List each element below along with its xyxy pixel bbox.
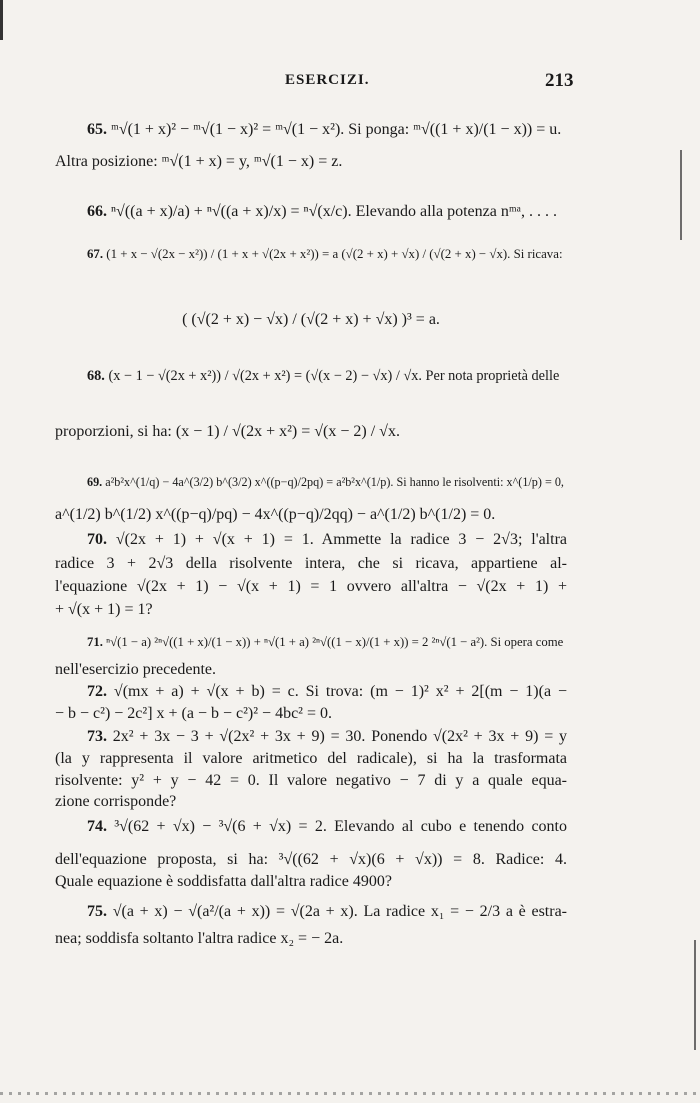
line-text: (la y rappresenta il valore aritmetico del radicale), si ha la trasformata	[55, 750, 567, 767]
text-line	[55, 422, 567, 442]
line-text: 2x² + 3x − 3 + √(2x² + 3x + 9) = 30. Ponendo √(2x² + 3x + 9) = y	[112, 728, 568, 745]
line-text: radice 3 + 2√3 della risolvente intera, che si ricava, appartiene al-	[55, 555, 567, 572]
text-line	[55, 310, 567, 330]
text-line	[55, 120, 567, 140]
text-line	[55, 792, 567, 812]
line-text: (x − 1 − √(2x + x²)) / √(2x + x²) = (√(x − 2) − √x) / √x. Per nota proprietà delle	[108, 368, 560, 384]
exercise-number: 68.	[87, 368, 105, 384]
text-line	[55, 530, 567, 550]
exercise-number: 67.	[87, 247, 104, 261]
text-line	[55, 366, 567, 386]
line-text: nea; soddisfa soltanto l'altra radice x₂ = − 2a.	[55, 930, 344, 947]
text-line	[55, 244, 567, 264]
text-line	[55, 577, 567, 597]
scan-bottom-noise	[0, 1092, 700, 1095]
text-line	[55, 872, 567, 892]
text-line	[55, 472, 567, 492]
line-text: Quale equazione è soddisfatta dall'altra radice 4900?	[55, 873, 392, 890]
text-line	[55, 202, 567, 222]
line-text: ⁿ√((a + x)/a) + ⁿ√((a + x)/x) = ⁿ√(x/c). Elevando alla potenza nᵐᵃ, . . . .	[111, 203, 558, 220]
text-line	[55, 682, 567, 702]
running-header: ESERCIZI.	[285, 72, 370, 88]
exercise-number: 74.	[87, 818, 107, 835]
scan-edge-mark	[694, 940, 696, 1050]
exercise-number: 69.	[87, 475, 103, 489]
exercise-number: 72.	[87, 683, 107, 700]
line-text: a^(1/2) b^(1/2) x^((p−q)/pq) − 4x^((p−q)/2qq) − a^(1/2) b^(1/2) = 0.	[55, 506, 496, 523]
exercise-number: 73.	[87, 728, 107, 745]
line-text: √(mx + a) + √(x + b) = c. Si trova: (m − 1)² x² + 2[(m − 1)(a −	[113, 683, 567, 700]
line-text: + √(x + 1) = 1?	[55, 601, 153, 618]
page-number: 213	[545, 70, 574, 91]
line-text: ⁿ√(1 − a) ²ⁿ√((1 + x)/(1 − x)) + ⁿ√(1 + a) ²ⁿ√((1 − x)/(1 + x)) = 2 ²ⁿ√(1 − a²). Si opera come	[106, 635, 564, 649]
text-line	[55, 817, 567, 837]
line-text: Altra posizione: ᵐ√(1 + x) = y, ᵐ√(1 − x) = z.	[55, 153, 343, 170]
exercise-number: 66.	[87, 203, 107, 220]
line-text: √(a + x) − √(a²/(a + x)) = √(2a + x). La radice x₁ = − 2/3 a è estra-	[112, 903, 568, 920]
exercise-number: 65.	[87, 121, 107, 138]
scan-edge-mark	[680, 150, 682, 240]
text-line	[55, 554, 567, 574]
text-line	[55, 929, 567, 949]
line-text: nell'esercizio precedente.	[55, 661, 217, 678]
text-line	[55, 749, 567, 769]
line-text: ( (√(2 + x) − √x) / (√(2 + x) + √x) )³ = a.	[182, 311, 440, 328]
line-text: proporzioni, si ha: (x − 1) / √(2x + x²) = √(x − 2) / √x.	[55, 423, 400, 440]
line-text: − b − c²) − 2c²] x + (a − b − c²)² − 4bc² = 0.	[55, 705, 332, 722]
line-text: (1 + x − √(2x − x²)) / (1 + x + √(2x + x²)) = a (√(2 + x) + √x) / (√(2 + x) − √x). Si ricava:	[106, 247, 563, 261]
text-line	[55, 600, 567, 620]
text-line	[55, 902, 567, 922]
scan-edge-mark	[0, 0, 3, 40]
line-text: dell'equazione proposta, si ha: ³√((62 + √x)(6 + √x)) = 8. Radice: 4.	[55, 851, 567, 868]
text-line	[55, 505, 567, 525]
line-text: zione corrisponde?	[55, 793, 177, 810]
line-text: l'equazione √(2x + 1) − √(x + 1) = 1 ovvero all'altra − √(2x + 1) +	[55, 578, 567, 595]
line-text: a²b²x^(1/q) − 4a^(3/2) b^(3/2) x^((p−q)/2pq) = a²b²x^(1/p). Si hanno le risolventi: x^(1/p) = 0,	[105, 475, 564, 489]
text-line	[55, 660, 567, 680]
text-line	[55, 727, 567, 747]
line-text: ᵐ√(1 + x)² − ᵐ√(1 − x)² = ᵐ√(1 − x²). Si ponga: ᵐ√((1 + x)/(1 − x)) = u.	[111, 121, 562, 138]
text-line	[55, 704, 567, 724]
exercise-number: 71.	[87, 635, 103, 649]
text-line	[55, 152, 567, 172]
text-line	[55, 850, 567, 870]
text-line	[55, 771, 567, 791]
exercise-number: 70.	[87, 531, 107, 548]
text-line	[55, 632, 567, 652]
line-text: risolvente: y² + y − 42 = 0. Il valore negativo − 7 di y a quale equa-	[55, 772, 567, 789]
exercise-number: 75.	[87, 903, 107, 920]
line-text: √(2x + 1) + √(x + 1) = 1. Ammette la radice 3 − 2√3; l'altra	[115, 531, 567, 548]
line-text: ³√(62 + √x) − ³√(6 + √x) = 2. Elevando al cubo e tenendo conto	[114, 818, 568, 835]
